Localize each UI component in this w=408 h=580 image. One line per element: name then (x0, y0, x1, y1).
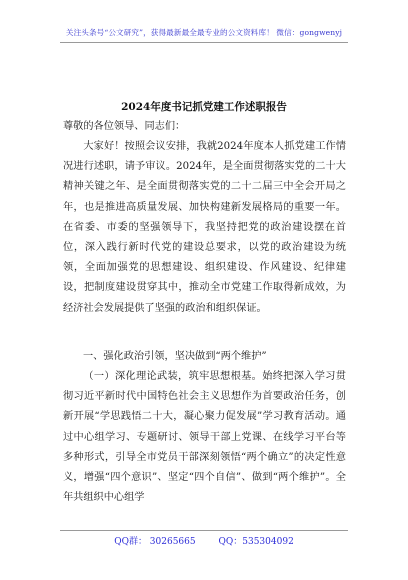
footer-qq: QQ：535304092 (218, 537, 294, 547)
paragraph-section-1-1: （一）深化理论武装，筑牢思想根基。始终把深入学习贯彻习近平新时代中国特色社会主义思想作为首要政治任务，创新开展“学思践悟二十大，凝心聚力促发展”学习教育活动。通过中心组学习、专题研讨、领导干部上党课、在线学习平台等多种形式，引导全市党员干部深刻领悟“两个确立”的决定性意义，增强“四个意识”、坚定“四个自信”、做到“两个维护”。全年共组织中心组学 (63, 371, 346, 504)
header-divider (60, 42, 348, 43)
document-title: 2024年度书记抓党建工作述职报告 (121, 101, 287, 113)
footer-qq-group: QQ群： 30265665 (114, 537, 196, 547)
section-heading-1: 一、强化政治引领，坚决做到“两个维护” (83, 351, 267, 362)
footer-contact (0, 534, 408, 547)
header-banner: 关注头条号“公文研究”，获得最新最全最专业的公文资料库！ 微信：gongwenyj (65, 28, 343, 37)
footer-divider (60, 530, 348, 531)
paragraph-intro: 大家好！按照会议安排，我就2024年度本人抓党建工作情况进行述职，请予审议。2024年，是全面贯彻落实党的二十大精神关键之年、是全面贯彻落实党的二十二届三中全会开局之年，也是推进高质量发展、加快构建新发展格局的重要一年。在省委、市委的坚强领导下，我坚持把党的政治建设摆在首位，深入践行新时代党的建设总要求，以党的政治建设为统领，全面加强党的思想建设、组织建设、作风建设、纪律建设，把制度建设贯穿其中，推动全市党建工作取得新成效，为经济社会发展提供了坚强的政治和组织保证。 (63, 141, 346, 314)
salutation: 尊敬的各位领导、同志们： (63, 121, 186, 132)
